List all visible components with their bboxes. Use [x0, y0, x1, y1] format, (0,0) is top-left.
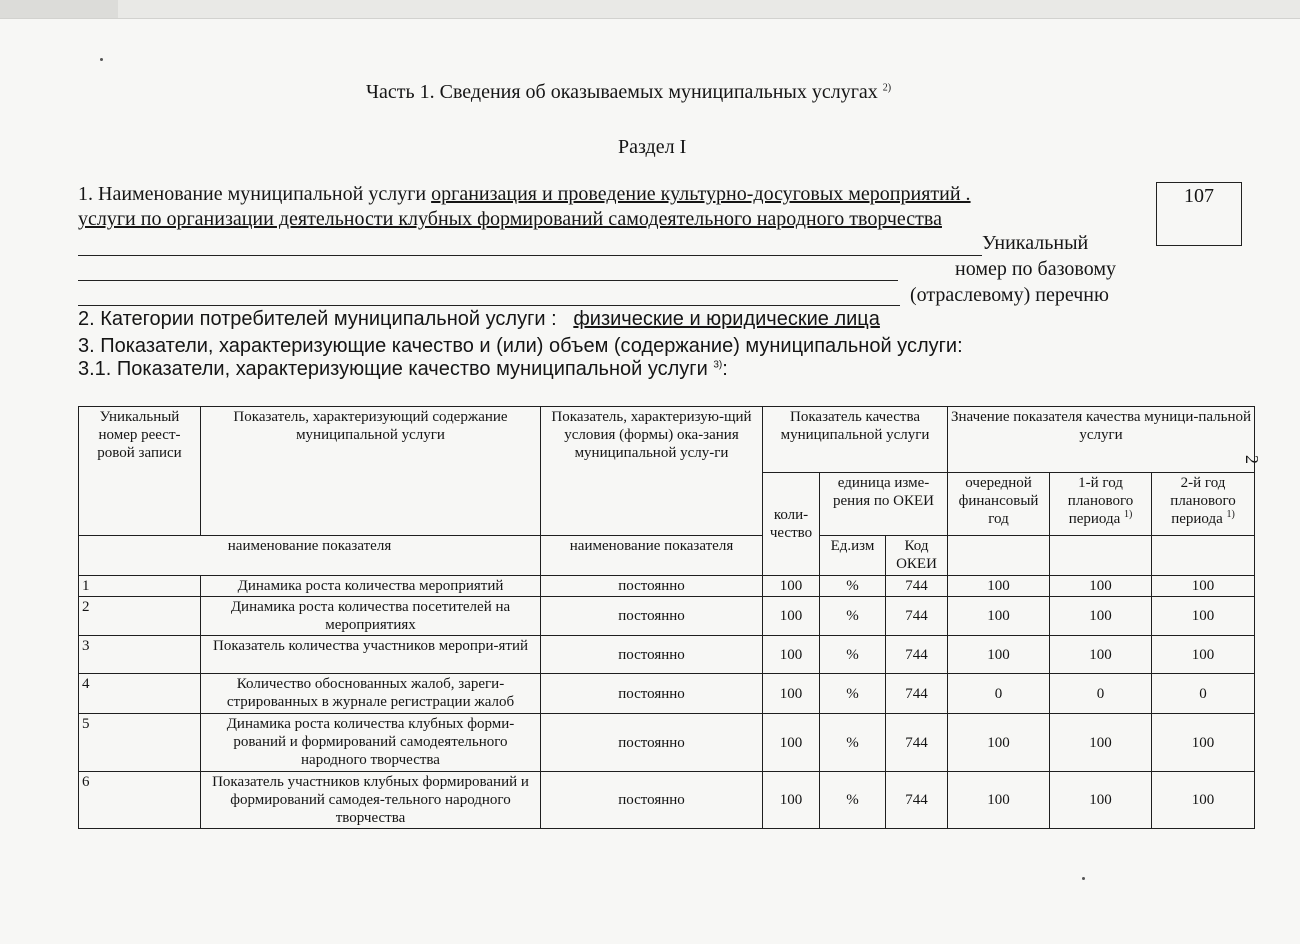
quality-heading-text: 3.1. Показатели, характеризующие качество муниципальной услуги — [78, 358, 708, 380]
row-indicator-name: Динамика роста количества клубных форми-рований и формирований самодеятельного народного творчества — [201, 714, 541, 772]
table-row — [79, 772, 1255, 829]
header-indicator-name-2: наименование показателя — [541, 536, 763, 576]
blank-line-3 — [78, 305, 900, 306]
header-unique-number: Уникальный номер реест-ровой записи — [79, 407, 201, 536]
row-plan-year-2-value: 100 — [1152, 772, 1255, 829]
quality-heading-colon: : — [722, 358, 728, 380]
header-plan-year-2 — [1152, 473, 1255, 536]
row-number: 2 — [79, 597, 201, 636]
quality-indicators-table — [78, 406, 1255, 829]
row-plan-year-1-value: 100 — [1050, 714, 1152, 772]
row-indicator-name: Динамика роста количества мероприятий — [201, 576, 541, 597]
row-number: 4 — [79, 674, 201, 714]
quality-heading — [78, 358, 728, 381]
header-current-year: очередной финансовый год — [948, 473, 1050, 536]
row-plan-year-1-value: 100 — [1050, 576, 1152, 597]
consumer-category-label: 2. Категории потребителей муниципальной услуги : — [78, 308, 557, 330]
unique-number-label-2: номер по базовому — [955, 258, 1116, 280]
unique-number-label-3: (отраслевому) перечню — [910, 284, 1109, 306]
row-current-year-value: 100 — [948, 636, 1050, 674]
registry-code: 107 — [1184, 185, 1214, 207]
header-unit: единица изме-рения по ОКЕИ — [820, 473, 948, 536]
blank-line-1 — [78, 255, 982, 256]
row-plan-year-2-value: 100 — [1152, 576, 1255, 597]
row-plan-year-1-value: 100 — [1050, 772, 1152, 829]
row-indicator-name: Динамика роста количества посетителей на мероприятиях — [201, 597, 541, 636]
scan-speck — [1082, 877, 1085, 880]
row-current-year-value: 100 — [948, 597, 1050, 636]
row-condition: постоянно — [541, 674, 763, 714]
unique-number-label-1: Уникальный — [982, 232, 1089, 254]
row-condition: постоянно — [541, 714, 763, 772]
row-plan-year-2-value: 0 — [1152, 674, 1255, 714]
row-current-year-value: 100 — [948, 714, 1050, 772]
row-okei-code: 744 — [886, 636, 948, 674]
consumer-category-value: физические и юридические лица — [573, 308, 880, 330]
row-indicator-name: Показатель участников клубных формирований и формирований самодея-тельного народного творчества — [201, 772, 541, 829]
header-okei-code: Код ОКЕИ — [886, 536, 948, 576]
header-quality-values: Значение показателя качества муници-пальной услуги — [948, 407, 1255, 473]
table-row — [79, 636, 1255, 674]
indicators-heading: 3. Показатели, характеризующие качество и (или) объем (содержание) муниципальной услуги: — [78, 335, 963, 357]
header-plan-year-2-text: 2-й год планового периода — [1170, 475, 1236, 527]
page-number: 2 — [1242, 455, 1262, 464]
row-plan-year-1-value: 0 — [1050, 674, 1152, 714]
title-footnote-mark: 2) — [882, 82, 892, 94]
row-quantity: 100 — [763, 636, 820, 674]
row-plan-year-1-value: 100 — [1050, 597, 1152, 636]
row-plan-year-2-value: 100 — [1152, 714, 1255, 772]
header-plan-year-1-text: 1-й год планового периода — [1067, 475, 1134, 527]
row-number: 1 — [79, 576, 201, 597]
table-row — [79, 597, 1255, 636]
row-condition: постоянно — [541, 636, 763, 674]
service-name-label: 1. Наименование муниципальной услуги — [78, 183, 427, 205]
row-unit: % — [820, 772, 886, 829]
row-number: 3 — [79, 636, 201, 674]
page-title — [366, 81, 891, 104]
plan-year-2-footnote: 1) — [1226, 509, 1235, 520]
row-current-year-value: 100 — [948, 772, 1050, 829]
row-quantity: 100 — [763, 674, 820, 714]
table-row — [79, 576, 1255, 597]
row-okei-code: 744 — [886, 674, 948, 714]
row-plan-year-2-value: 100 — [1152, 597, 1255, 636]
table-row — [79, 714, 1255, 772]
row-unit: % — [820, 714, 886, 772]
header-content-indicator: Показатель, характеризующий содержание муниципальной услуги — [201, 407, 541, 536]
row-number: 6 — [79, 772, 201, 829]
row-unit: % — [820, 597, 886, 636]
service-name-value-1: организация и проведение культурно-досуговых мероприятий . — [431, 183, 971, 205]
row-condition: постоянно — [541, 576, 763, 597]
header-unit-name: Ед.изм — [820, 536, 886, 576]
row-plan-year-2-value: 100 — [1152, 636, 1255, 674]
page-fold-shadow — [0, 0, 118, 18]
row-quantity: 100 — [763, 772, 820, 829]
header-indicator-name-1: наименование показателя — [79, 536, 541, 576]
consumer-category — [78, 308, 880, 331]
row-current-year-value: 100 — [948, 576, 1050, 597]
row-quantity: 100 — [763, 714, 820, 772]
row-okei-code: 744 — [886, 714, 948, 772]
row-unit: % — [820, 576, 886, 597]
row-okei-code: 744 — [886, 772, 948, 829]
header-quantity: коли-чество — [763, 473, 820, 576]
row-okei-code: 744 — [886, 576, 948, 597]
header-empty-3 — [1152, 536, 1255, 576]
row-condition: постоянно — [541, 597, 763, 636]
row-okei-code: 744 — [886, 597, 948, 636]
header-empty-1 — [948, 536, 1050, 576]
header-conditions-indicator: Показатель, характеризую-щий условия (формы) ока-зания муниципальной услу-ги — [541, 407, 763, 536]
service-name-line-1 — [78, 183, 971, 206]
row-plan-year-1-value: 100 — [1050, 636, 1152, 674]
row-quantity: 100 — [763, 597, 820, 636]
section-title: Раздел I — [618, 136, 687, 158]
service-name-value-2: услуги по организации деятельности клубных формирований самодеятельного народного творчества — [78, 208, 942, 230]
page-top-edge — [0, 0, 1300, 19]
row-quantity: 100 — [763, 576, 820, 597]
header-quality-indicator: Показатель качества муниципальной услуги — [763, 407, 948, 473]
row-indicator-name: Показатель количества участников меропри-ятий — [201, 636, 541, 674]
row-unit: % — [820, 636, 886, 674]
header-plan-year-1 — [1050, 473, 1152, 536]
registry-code-box — [1156, 182, 1242, 246]
scan-speck — [100, 58, 103, 61]
row-condition: постоянно — [541, 772, 763, 829]
blank-line-2 — [78, 280, 898, 281]
row-unit: % — [820, 674, 886, 714]
row-indicator-name: Количество обоснованных жалоб, зареги-стрированных в журнале регистрации жалоб — [201, 674, 541, 714]
quality-footnote-mark: 3) — [713, 359, 723, 371]
row-number: 5 — [79, 714, 201, 772]
table-row — [79, 674, 1255, 714]
row-current-year-value: 0 — [948, 674, 1050, 714]
page-title-text: Часть 1. Сведения об оказываемых муниципальных услугах — [366, 81, 878, 103]
header-empty-2 — [1050, 536, 1152, 576]
plan-year-1-footnote: 1) — [1124, 509, 1133, 520]
